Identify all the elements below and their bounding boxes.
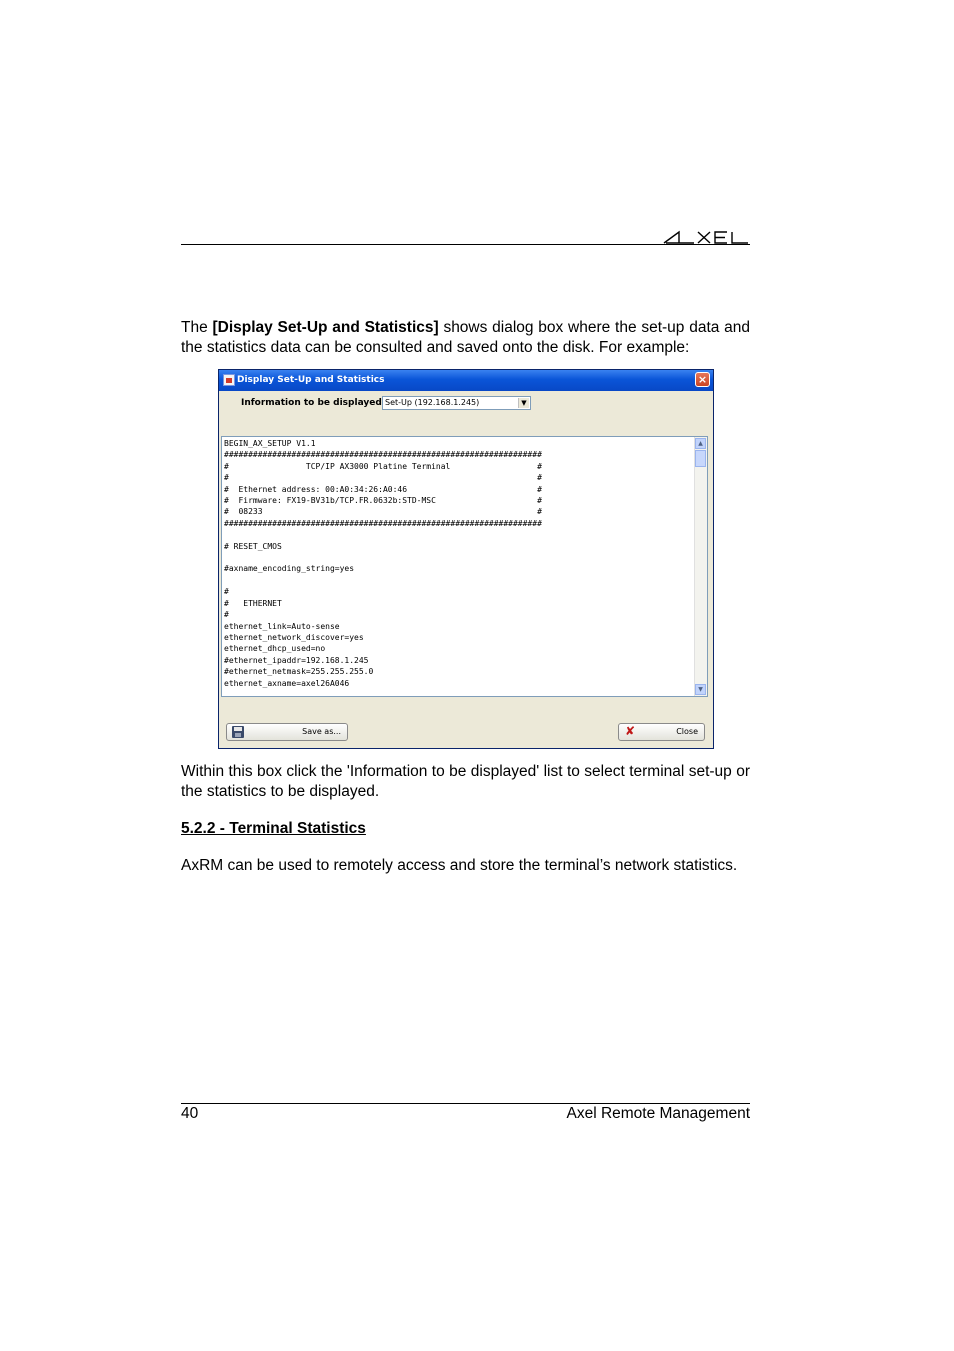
axel-logo <box>662 224 752 246</box>
setup-line: # Ethernet address: 00:A0:34:26:A0:46 # <box>224 484 542 494</box>
save-as-button[interactable] <box>226 723 348 741</box>
setup-line <box>224 575 707 586</box>
setup-line: ethernet_dhcp_used=no <box>224 644 326 654</box>
page-number: 40 <box>181 1105 199 1122</box>
setup-line: # ETHERNET <box>224 598 282 608</box>
intro-paragraph <box>181 318 750 358</box>
setup-line: # <box>224 587 229 597</box>
setup-line: # # <box>224 473 542 483</box>
setup-line: ethernet_network_discover=yes <box>224 632 364 642</box>
setup-line: # RESET_CMOS <box>224 541 282 551</box>
setup-line: BEGIN_AX_SETUP V1.1 <box>224 439 316 448</box>
save-as-label: Save as... <box>302 727 341 736</box>
setup-line: #ethernet_ipaddr=192.168.1.245 <box>224 655 369 665</box>
scroll-thumb[interactable] <box>695 450 706 467</box>
setup-line: # TCP/IP AX3000 Platine Terminal # <box>224 461 542 471</box>
scroll-up-icon[interactable]: ▲ <box>695 438 706 449</box>
information-select[interactable] <box>382 396 531 410</box>
display-setup-dialog <box>218 369 714 749</box>
document-title: Axel Remote Management <box>566 1105 750 1122</box>
setup-line: # 08233 # <box>224 507 542 517</box>
red-x-icon: ✘ <box>625 724 636 738</box>
info-label: Information to be displayed <box>241 398 382 408</box>
app-icon <box>223 374 235 386</box>
scroll-down-icon[interactable]: ▼ <box>695 684 706 695</box>
chevron-down-icon[interactable]: ▼ <box>518 398 529 408</box>
setup-content <box>222 437 707 689</box>
dialog-titlebar[interactable] <box>219 370 713 391</box>
setup-line: #axname_encoding_string=yes <box>224 564 355 574</box>
vertical-scrollbar[interactable] <box>694 437 707 696</box>
intro-rest: shows dialog box where the set-up data and the statistics data can be consulted and saved onto the disk. For example: <box>181 319 750 356</box>
setup-line: ################################################################## <box>224 518 542 528</box>
setup-line: # Firmware: FX19-BV31b/TCP.FR.0632b:STD-MSC # <box>224 496 542 506</box>
setup-line: # <box>224 610 229 620</box>
section-heading: 5.2.2 - Terminal Statistics <box>181 820 366 837</box>
dialog-title: Display Set-Up and Statistics <box>237 375 385 385</box>
setup-line: ################################################################## <box>224 450 542 460</box>
close-icon[interactable]: × <box>695 372 710 387</box>
setup-line <box>224 552 707 563</box>
intro-bold: [Display Set-Up and Statistics] <box>212 319 439 336</box>
floppy-disk-icon <box>232 726 244 738</box>
close-button[interactable] <box>618 723 705 741</box>
setup-line <box>224 529 707 540</box>
setup-line: ethernet_axname=axel26A046 <box>224 678 350 688</box>
intro-prefix: The <box>181 319 213 336</box>
axel-logo-graphic <box>662 224 752 246</box>
setup-text-area[interactable] <box>221 436 708 697</box>
section-body: AxRM can be used to remotely access and store the terminal’s network statistics. <box>181 857 738 874</box>
setup-line: #ethernet_netmask=255.255.255.0 <box>224 667 374 677</box>
setup-line: ethernet_link=Auto-sense <box>224 621 340 631</box>
close-label: Close <box>676 727 698 736</box>
select-value: Set-Up (192.168.1.245) <box>385 398 480 407</box>
after-paragraph: Within this box click the 'Information to be displayed' list to select terminal set-up or the statistics to be displayed. <box>181 763 750 800</box>
